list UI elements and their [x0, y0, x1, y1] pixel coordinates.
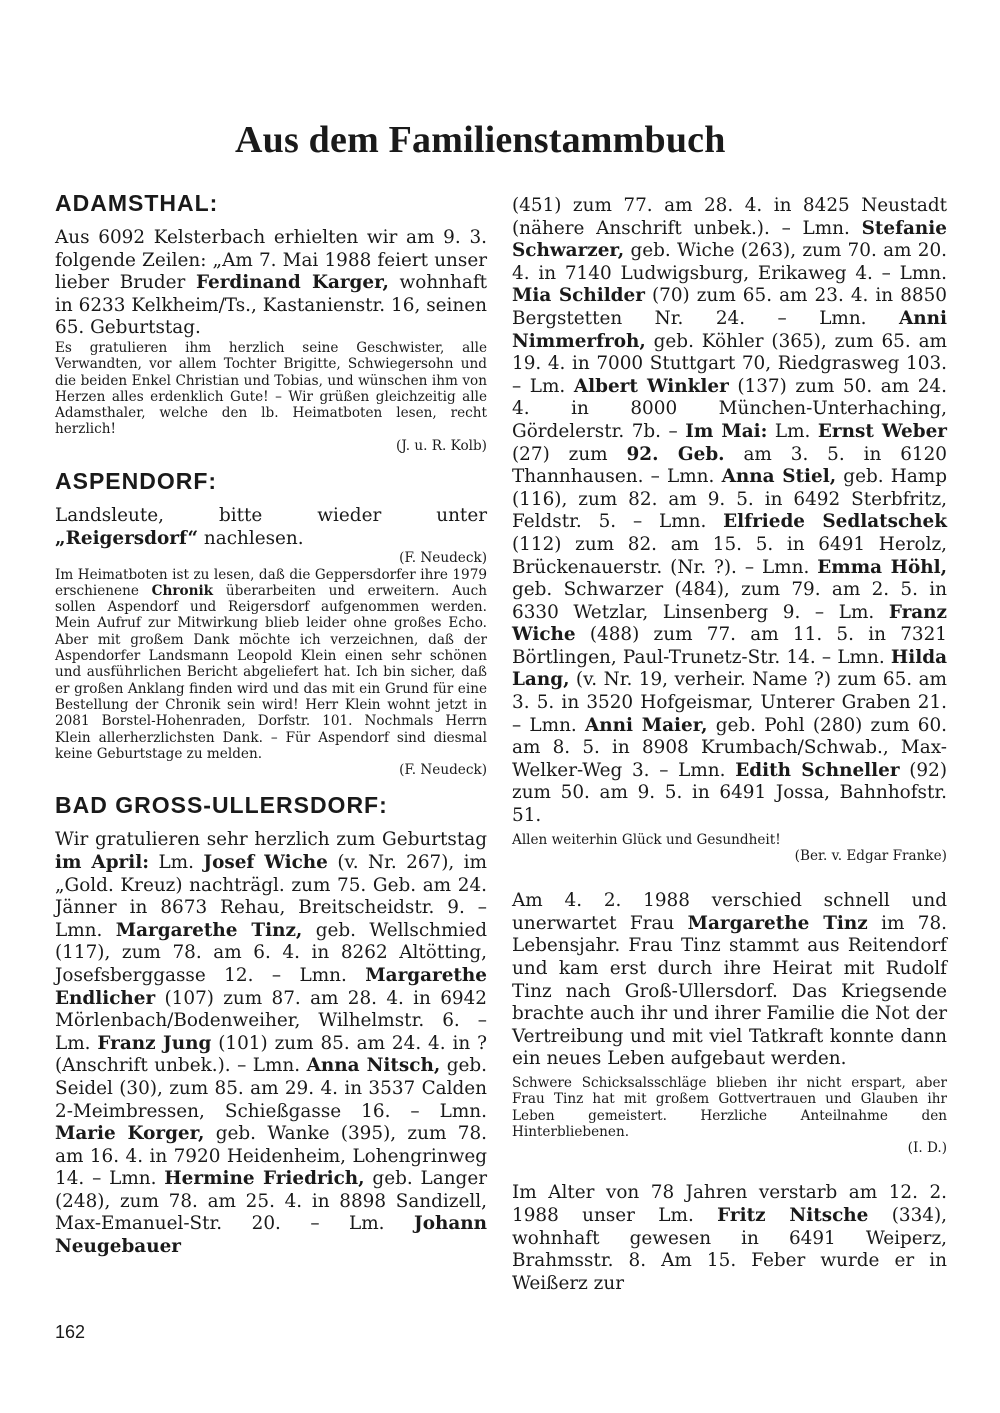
page-number: 162 — [55, 1322, 86, 1342]
obituary-tinz-note: Schwere Schicksalsschläge blieben ihr nicht erspart, aber Frau Tinz hat mit großem Gottvertrauen und Glauben ihr Leben gemeistert. Herzliche Anteilnahme den Hinterbliebenen. — [512, 1074, 947, 1140]
adamsthal-intro: Aus 6092 Kelsterbach erhielten wir am 9. 3. folgende Zeilen: „Am 7. Mai 1988 feiert unser lieber Bruder Ferdinand Karger, wohnhaft in 6233 Kelkheim/Ts., Kastanienstr. 16, seinen 65. Geburtstag. — [55, 227, 488, 339]
heading-adamsthal: ADAMSTHAL: — [55, 190, 219, 216]
obituary-nitsche — [512, 1182, 947, 1295]
aspendorf-note: Im Heimatboten ist zu lesen, daß die Geppersdorfer ihre 1979 erschienene Chronik überarbeiten und erweitern. Auch sollen Aspendorf und Reigersdorf aufgenommen werden. Mein Aufruf zur Mitwirkung blieb leider ohne großes Echo. Aber mit großem Dank möchte ich verzeichnen, daß der Aspendorfer Landsmann Leopold Klein einen sehr schönen und ausführlichen Bericht abgeliefert hat. Ich bin sicher, daß er großen Anklang finden wird und das mit ein Grund für eine Bestellung der Chronik sein wird! Herr Klein wohnt jetzt in 2081 Borstel-Hohenraden, Dorfstr. 101. Nochmals Herrn Klein allerherzlichsten Dank. – Für Aspendorf sind diesmal keine Geburtstage zu melden. — [55, 566, 487, 762]
adamsthal-signature: (J. u. R. Kolb) — [396, 437, 487, 454]
aspendorf-intro: Landsleute, bitte wieder unter „Reigersdorf“ nachlesen. — [55, 505, 487, 549]
heading-aspendorf: ASPENDORF: — [55, 468, 218, 495]
obituary-tinz-text: Am 4. 2. 1988 verschied schnell und unerwartet Frau Margarethe Tinz im 78. Lebensjahr. Frau Tinz stammt aus Reitendorf und kam erst durch ihre Heirat mit Rudolf Tinz nach Groß-Ullersdorf. Das Kriegsende brachte auch ihr und ihrer Familie die Not der Vertreibung und mit viel Tatkraft konnte dann ein neues Leben aufgebaut werden. — [512, 890, 948, 1070]
page-title: Aus dem Familienstammbuch — [235, 119, 726, 161]
ullersdorf-closing: Allen weiterhin Glück und Gesundheit! — [512, 831, 781, 848]
left-column — [55, 190, 487, 1259]
obituary-nitsche-text: Im Alter von 78 Jahren verstarb am 12. 2. 1988 unser Lm. Fritz Nitsche (334), wohnhaft gewesen in 6491 Weiperz, Brahmsstr. 8. Am 15. Feber wurde er in Weißerz zur — [512, 1182, 947, 1294]
section-adamsthal — [55, 190, 487, 454]
aspendorf-signature: (F. Neudeck) — [399, 762, 487, 779]
ullersdorf-signature: (Ber. v. Edgar Franke) — [794, 847, 947, 864]
section-bad-gross-ullersdorf — [55, 792, 487, 1258]
section-aspendorf — [55, 468, 487, 778]
heading-bad-gross-ullersdorf: BAD GROSS-ULLERSDORF: — [55, 792, 388, 819]
adamsthal-note: Es gratulieren ihm herzlich seine Geschwister, alle Verwandten, vor allem Tochter Brigitte, Schwiegersohn und die beiden Enkel Christian und Tobias, und wünschen ihm von Herzen alles erdenklich Gute! – Wir grüßen gleichzeitig alle Adamsthaler, welche den lb. Heimatboten lesen, recht herzlich! — [55, 339, 487, 438]
obituary-tinz — [512, 890, 947, 1156]
ullersdorf-birthdays-part1: Wir gratulieren sehr herzlich zum Geburtstag im April: Lm. Josef Wiche (v. Nr. 267), im „Gold. Kreuz) nachträgl. zum 75. Geb. am 24. Jänner in 8673 Rehau, Breitscheidstr. 9. – Lmn. Margarethe Tinz, geb. Wellschmied (117), zum 78. am 6. 4. in 8262 Altötting, Josefsberggasse 12. – Lmn. Margarethe Endlicher (107) zum 87. am 28. 4. in 6942 Mörlenbach/Bodenweiher, Wilhelmstr. 6. – Lm. Franz Jung (101) zum 85. am 24. 4. in ? (Anschrift unbek.). – Lmn. Anna Nitsch, geb. Seidel (30), zum 85. am 29. 4. in 3537 Calden 2-Meimbressen, Schießgasse 16. – Lmn. Marie Korger, geb. Wanke (395), zum 78. am 16. 4. in 7920 Heidenheim, Lohengrinweg 14. – Lmn. Hermine Friedrich, geb. Langer (248), zum 78. am 25. 4. in 8898 Sandizell, Max-Emanuel-Str. 20. – Lm. Johann Neugebauer — [55, 829, 488, 1258]
right-column — [512, 195, 947, 1295]
obituary-tinz-signature: (I. D.) — [907, 1140, 947, 1157]
aspendorf-intro-signature: (F. Neudeck) — [399, 550, 487, 567]
ullersdorf-birthdays-part2: (451) zum 77. am 28. 4. in 8425 Neustadt (nähere Anschrift unbek.). – Lmn. Stefanie Schwarzer, geb. Wiche (263), zum 70. am 20. 4. in 7140 Ludwigsburg, Erikaweg 4. – Lmn. Mia Schilder (70) zum 65. am 23. 4. in 8850 Bergstetten Nr. 24. – Lmn. Anni Nimmerfroh, geb. Köhler (365), zum 65. am 19. 4. in 7000 Stuttgart 70, Riedgrasweg 103. – Lm. Albert Winkler (137) zum 50. am 24. 4. in 8000 München-Unterhaching, Gördelerstr. 7b. – Im Mai: Lm. Ernst Weber (27) zum 92. Geb. am 3. 5. in 6120 Thannhausen. – Lmn. Anna Stiel, geb. Hamp (116), zum 82. am 9. 5. in 6492 Sterbfritz, Feldstr. 5. – Lmn. Elfriede Sedlatschek (112) zum 82. am 15. 5. in 6491 Herolz, Brückenauerstr. (Nr. ?). – Lmn. Emma Höhl, geb. Schwarzer (484), zum 79. am 2. 5. in 6330 Wetzlar, Linsenberg 9. – Lm. Franz Wiche (488) zum 77. am 11. 5. in 7321 Börtlingen, Paul-Trunetz-Str. 14. – Lmn. Hilda Lang, (v. Nr. 19, verheir. Name ?) zum 65. am 3. 5. in 3520 Hofgeismar, Unterer Graben 21. – Lmn. Anni Maier, geb. Pohl (280) zum 60. am 8. 5. in 8908 Krumbach/Schwab., Max-Welker-Weg 3. – Lmn. Edith Schneller (92) zum 50. am 9. 5. in 6491 Jossa, Bahnhofstr. 51. — [512, 195, 948, 827]
